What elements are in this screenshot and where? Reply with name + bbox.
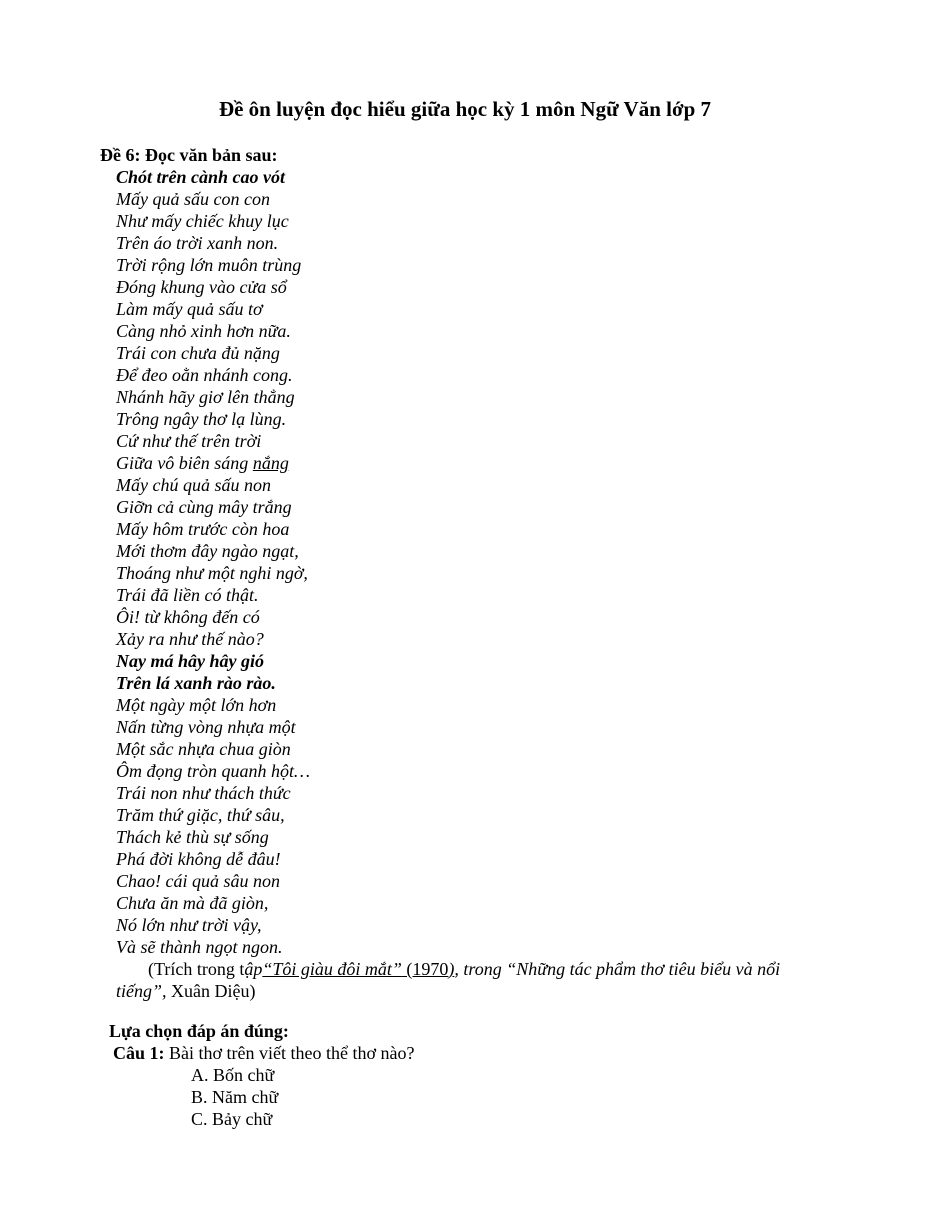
poem-line-text: Trái non như thách thức — [116, 783, 291, 803]
poem-line-text: Đóng khung vào cửa sổ — [116, 277, 287, 297]
poem-line-text: Chưa ăn mà đã giòn, — [116, 893, 269, 913]
poem-line-text: Thoáng như một nghi ngờ, — [116, 563, 308, 583]
poem-line — [116, 386, 310, 408]
source-book-title: “Tôi giàu đôi mắt” — [262, 959, 402, 979]
poem-text — [116, 166, 310, 958]
poem-line — [116, 826, 310, 848]
poem-line — [116, 716, 310, 738]
poem-line — [116, 232, 310, 254]
option-a[interactable]: A. Bốn chữ — [191, 1065, 275, 1085]
answer-options — [191, 1064, 278, 1130]
section-label: Lựa chọn đáp án đúng: — [109, 1021, 289, 1041]
poem-line — [116, 430, 310, 452]
poem-line — [116, 804, 310, 826]
poem-line — [116, 188, 310, 210]
poem-line — [116, 892, 310, 914]
poem-line — [116, 276, 310, 298]
poem-line-text: Phá đời không dễ đâu! — [116, 849, 281, 869]
poem-line-text: Ôm đọng tròn quanh hột… — [116, 761, 311, 781]
poem-line — [116, 738, 310, 760]
poem-line-text: Làm mấy quả sấu tơ — [116, 299, 263, 319]
source-tap: ập — [244, 959, 263, 979]
source-author: Xuân Diệu) — [166, 981, 256, 1001]
poem-line — [116, 782, 310, 804]
poem-line-text: Nấn từng vòng nhựa một — [116, 717, 296, 737]
poem-line-text: Xảy ra như thế nào? — [116, 629, 264, 649]
poem-line-text: Cứ như thế trên trời — [116, 431, 262, 451]
source-year: (1970 — [401, 959, 449, 979]
poem-line — [116, 914, 310, 936]
poem-line — [116, 584, 310, 606]
poem-line — [116, 650, 310, 672]
question-1 — [113, 1042, 415, 1064]
poem-line — [116, 562, 310, 584]
poem-line-text: Một sắc nhựa chua giòn — [116, 739, 291, 759]
poem-line — [116, 474, 310, 496]
poem-line — [116, 760, 310, 782]
source-open: (Trích trong t — [148, 959, 245, 979]
poem-line-text: Chao! cái quả sâu non — [116, 871, 280, 891]
poem-line — [116, 210, 310, 232]
poem-line-text: Giữa vô biên sáng — [116, 453, 253, 473]
poem-line-text: Thách kẻ thù sự sống — [116, 827, 269, 847]
poem-line — [116, 452, 310, 474]
exercise-heading: Đề 6: Đọc văn bản sau: — [100, 145, 278, 165]
option-c[interactable]: C. Bảy chữ — [191, 1109, 273, 1129]
poem-line-text: Càng nhỏ xinh hơn nữa. — [116, 321, 291, 341]
poem-line — [116, 364, 310, 386]
poem-line-text: Trái con chưa đủ nặng — [116, 343, 280, 363]
poem-line-text: Trông ngây thơ lạ lùng. — [116, 409, 287, 429]
poem-line-text: Nó lớn như trời vậy, — [116, 915, 262, 935]
poem-line — [116, 936, 310, 958]
question-text: Bài thơ trên viết theo thể thơ nào? — [164, 1043, 415, 1063]
poem-line-text: Nhánh hãy giơ lên thẳng — [116, 387, 295, 407]
poem-line — [116, 870, 310, 892]
source-anthology-end: tiếng”, — [116, 981, 167, 1001]
poem-line-text: Như mấy chiếc khuy lục — [116, 211, 289, 231]
poem-line — [116, 254, 310, 276]
poem-line — [116, 540, 310, 562]
poem-line — [116, 342, 310, 364]
source-citation — [116, 958, 846, 1002]
poem-line-text: Mấy quả sấu con con — [116, 189, 270, 209]
poem-line-text: Mấy hôm trước còn hoa — [116, 519, 290, 539]
poem-line-text: Trời rộng lớn muôn trùng — [116, 255, 302, 275]
poem-line — [116, 606, 310, 628]
option-b[interactable]: B. Năm chữ — [191, 1087, 279, 1107]
poem-line-text: Mấy chú quả sấu non — [116, 475, 271, 495]
poem-line-text: Và sẽ thành ngọt ngon. — [116, 937, 283, 957]
underlined-word: nắng — [252, 453, 289, 473]
source-close-paren: ) — [448, 959, 455, 979]
poem-line-text: Chót trên cành cao vót — [116, 167, 286, 187]
poem-line — [116, 628, 310, 650]
poem-line — [116, 496, 310, 518]
poem-line — [116, 694, 310, 716]
poem-line-text: Nay má hây hây gió — [116, 651, 264, 671]
poem-line — [116, 848, 310, 870]
source-mid: , trong — [454, 959, 507, 979]
poem-line — [116, 408, 310, 430]
poem-line-text: Để đeo oằn nhánh cong. — [116, 365, 293, 385]
poem-line — [116, 672, 310, 694]
poem-line-text: Mới thơm đây ngào ngạt, — [116, 541, 299, 561]
poem-line-text: Trăm thứ giặc, thứ sâu, — [116, 805, 285, 825]
poem-line — [116, 166, 310, 188]
poem-line-text: Một ngày một lớn hơn — [116, 695, 277, 715]
poem-line-text: Trên áo trời xanh non. — [116, 233, 279, 253]
poem-line-text: Trái đã liền có thật. — [116, 585, 259, 605]
poem-line — [116, 518, 310, 540]
poem-line-text: Giỡn cả cùng mây trắng — [116, 497, 292, 517]
document-title: Đề ôn luyện đọc hiểu giữa học kỳ 1 môn Ngữ Văn lớp 7 — [218, 97, 712, 121]
question-label: Câu 1: — [113, 1043, 165, 1063]
poem-line — [116, 320, 310, 342]
poem-line — [116, 298, 310, 320]
source-anthology: “Những tác phẩm thơ tiêu biểu và nổi — [506, 959, 781, 979]
poem-line-text: Ôi! từ không đến có — [116, 607, 260, 627]
poem-line-text: Trên lá xanh rào rào. — [116, 673, 276, 693]
